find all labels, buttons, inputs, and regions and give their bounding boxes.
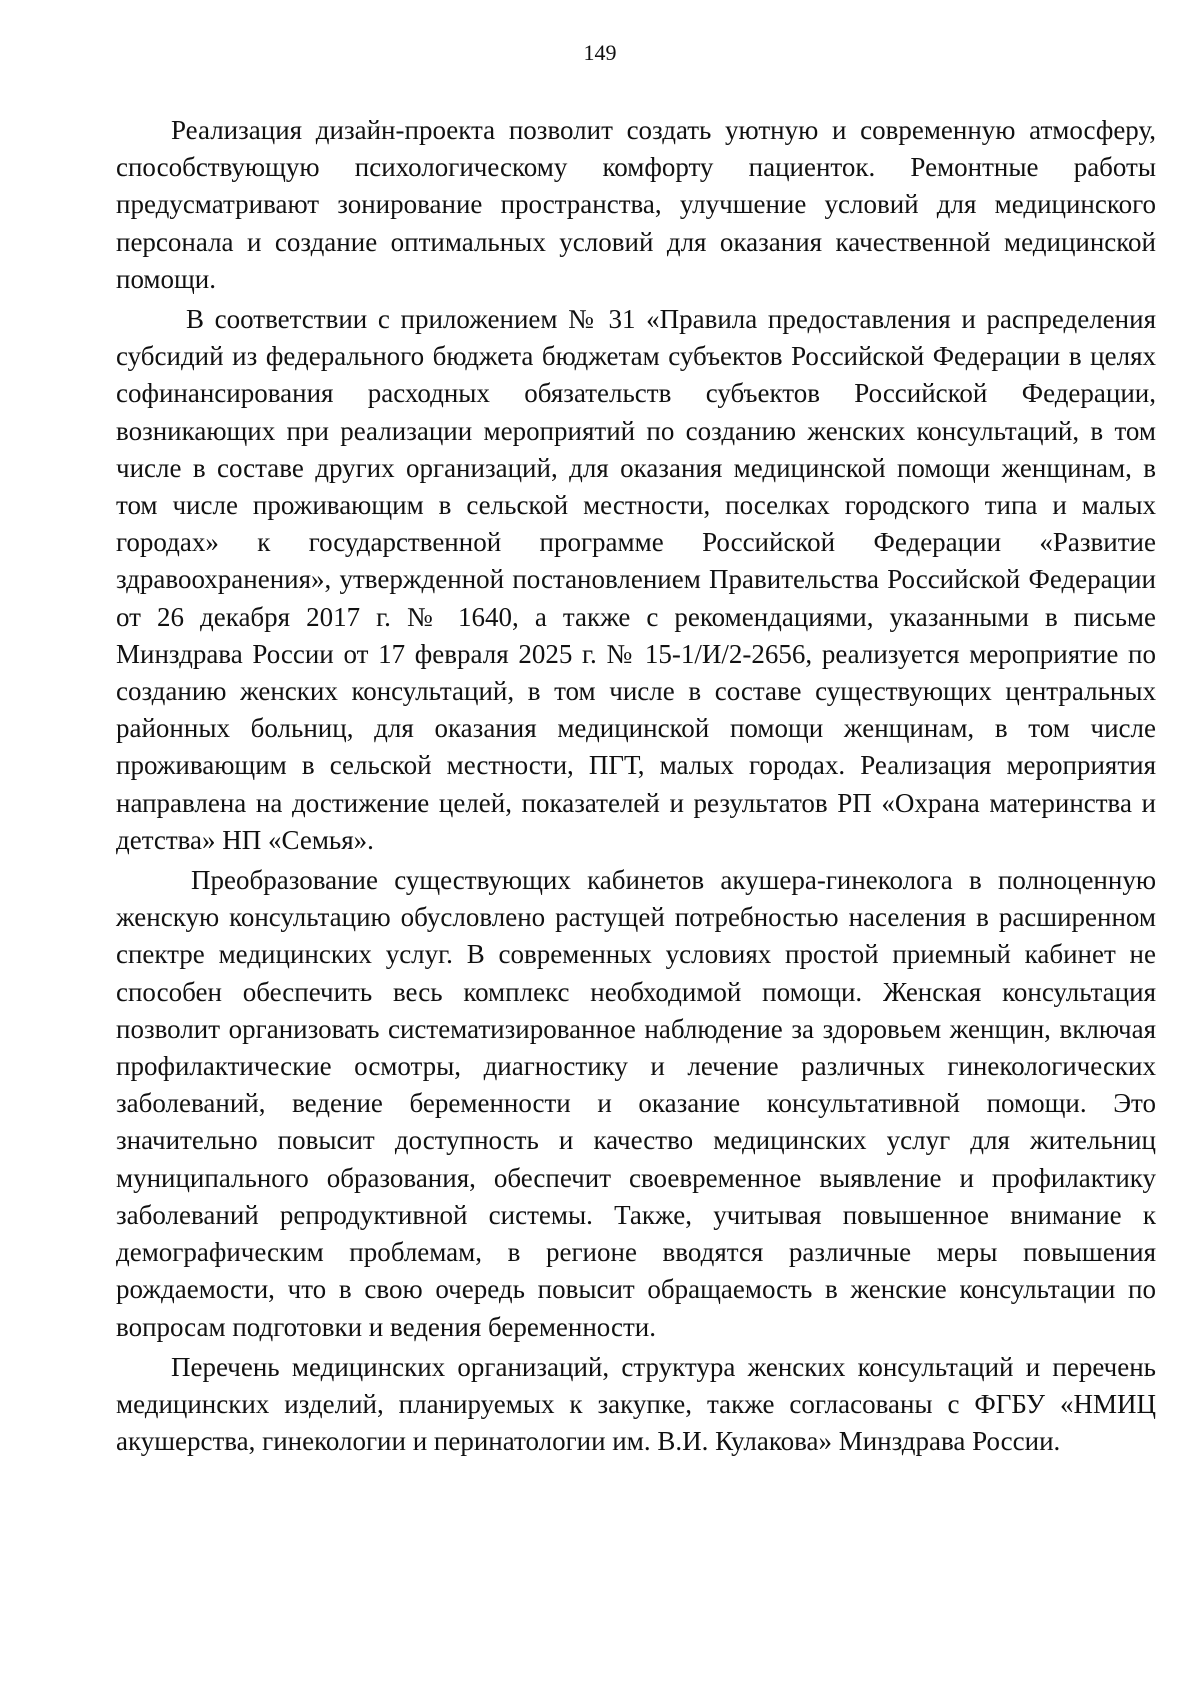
paragraph-approval: Перечень медицинских организаций, структура женских консультаций и перечень медицинских изделий, планируемых к закупке, также согласованы с ФГБУ «НМИЦ акушерства, гинекологии и перинатологии им. В.И. Кулакова» Минздрава России. xyxy=(116,1351,1156,1457)
page-number: 149 xyxy=(583,40,617,65)
document-body xyxy=(116,112,1156,1460)
paragraph-design-project: Реализация дизайн-проекта позволит создать уютную и современную атмосферу, способствующую психологическому комфорту пациенток. Ремонтные работы предусматривают зонирование пространства, улучшение условий для медицинского персонала и создание оптимальных условий для оказания качественной медицинской помощи. xyxy=(116,115,1156,294)
paragraph-conversion-rationale: Преобразование существующих кабинетов акушера-гинеколога в полноценную женскую консультацию обусловлено растущей потребностью населения в расширенном спектре медицинских услуг. В современных условиях простой приемный кабинет не способен обеспечить весь комплекс необходимой помощи. Женская консультация позволит организовать систематизированное наблюдение за здоровьем женщин, включая профилактические осмотры, диагностику и лечение различных гинекологических заболеваний, ведение беременности и оказание консультативной помощи. Это значительно повысит доступность и качество медицинских услуг для жительниц муниципального образования, обеспечит своевременное выявление и профилактику заболеваний репродуктивной системы. Также, учитывая повышенное внимание к демографическим проблемам, в регионе вводятся различные меры повышения рождаемости, что в свою очередь повысит обращаемость в женские консультации по вопросам подготовки и ведения беременности. xyxy=(116,865,1156,1342)
paragraph-legal-basis: В соответствии с приложением № 31 «Правила предоставления и распределения субсидий из федерального бюджета бюджетам субъектов Российской Федерации в целях софинансирования расходных обязательств субъектов Российской Федерации, возникающих при реализации мероприятий по созданию женских консультаций, в том числе в составе других организаций, для оказания медицинской помощи женщинам, в том числе проживающим в сельской местности, поселках городского типа и малых городах» к государственной программе Российской Федерации «Развитие здравоохранения», утвержденной постановлением Правительства Российской Федерации от 26 декабря 2017 г. № 1640, а также с рекомендациями, указанными в письме Минздрава России от 17 февраля 2025 г. № 15-1/И/2-2656, реализуется мероприятие по созданию женских консультаций, в том числе в составе существующих центральных районных больниц, для оказания медицинской помощи женщинам, в том числе проживающим в сельской местности, ПГТ, малых городах. Реализация мероприятия направлена на достижение целей, показателей и результатов РП «Охрана материнства и детства» НП «Семья». xyxy=(116,304,1156,855)
